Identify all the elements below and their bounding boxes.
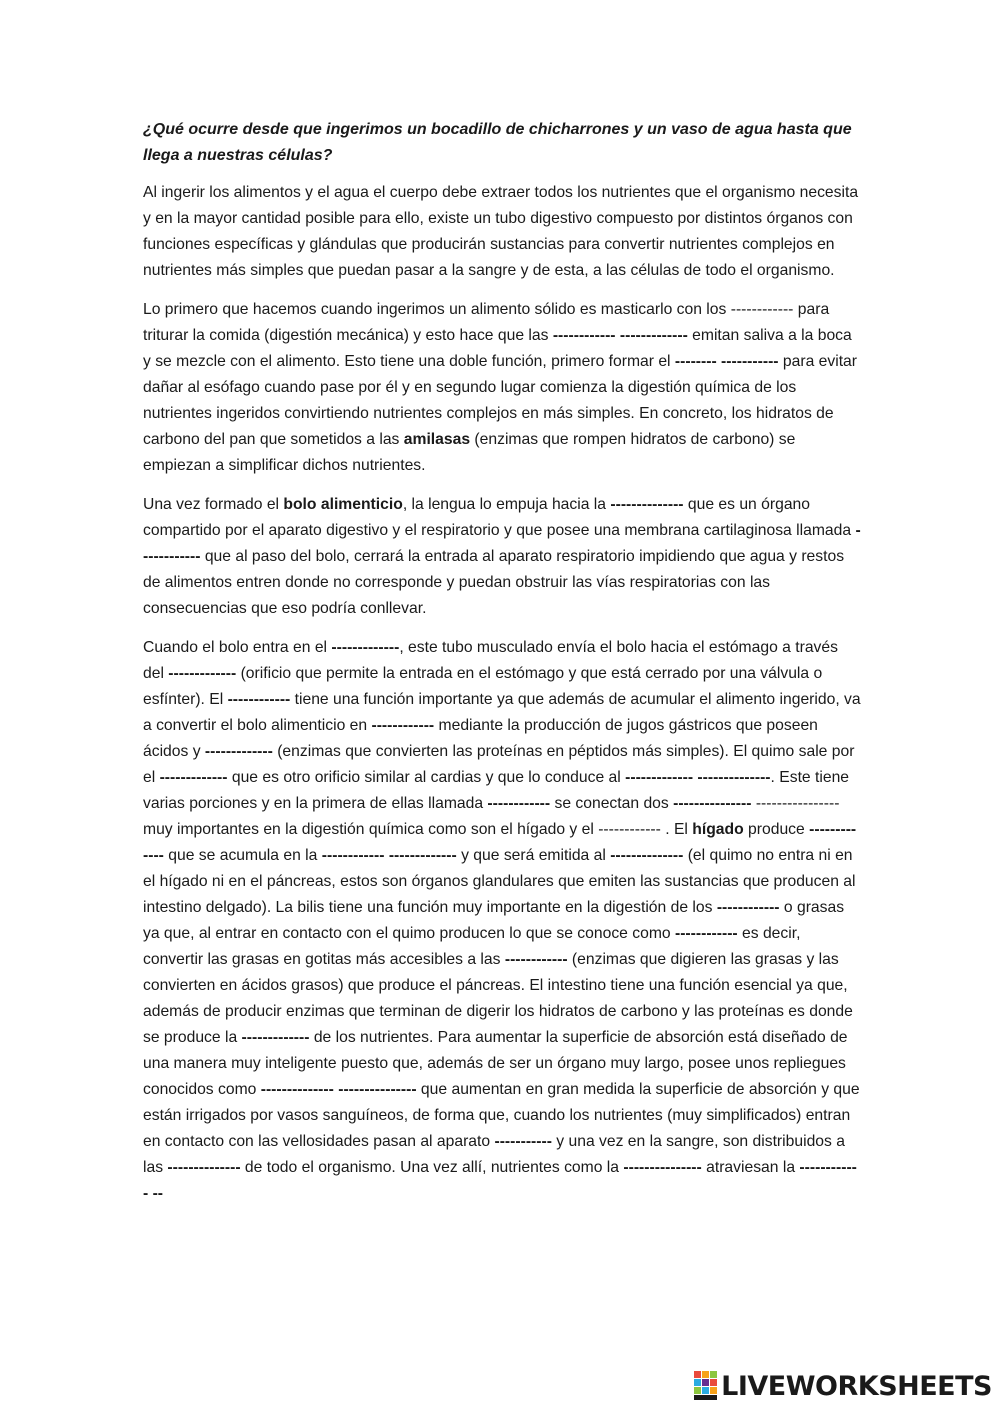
blank-vesicula-biliar[interactable]: ------------ -------------: [321, 847, 457, 864]
blank-duodeno[interactable]: ------------: [487, 795, 551, 812]
blank-celulas[interactable]: --------------: [167, 1159, 241, 1176]
blank-glucosa[interactable]: ---------------: [623, 1159, 702, 1176]
blank-esofago[interactable]: -------------: [331, 639, 400, 656]
blank-emulsion[interactable]: ------------: [674, 925, 738, 942]
blank-membrana-celular[interactable]: ------------ --: [143, 1159, 857, 1202]
text: que es un órgano compartido por el aparato digestivo y el respiratorio y que posee una membrana cartilaginosa llamada: [143, 496, 856, 539]
blank-dientes[interactable]: ------------: [730, 301, 794, 318]
blank-cardias[interactable]: -------------: [168, 665, 237, 682]
text: o grasas ya que, al entrar en contacto con el quimo producen lo que se conoce como: [143, 899, 845, 942]
text: y una vez en la sangre, son distribuidos a las: [143, 1133, 845, 1176]
text: Una vez formado el: [143, 496, 284, 513]
text: se conectan dos: [550, 795, 674, 812]
text: , la lengua lo empuja hacia la: [402, 496, 611, 513]
text: (orificio que permite la entrada en el estómago y que está cerrado por una válvula o esfínter). El: [143, 665, 823, 708]
text: es decir, convertir las grasas en gotitas más accesibles a las: [143, 925, 801, 968]
liveworksheets-logo-icon: [694, 1371, 718, 1401]
blank-duodeno-2[interactable]: --------------: [610, 847, 684, 864]
text: que se acumula en la: [163, 847, 322, 864]
text: de todo el organismo. Una vez allí, nutrientes como la: [240, 1159, 624, 1176]
text: . El: [660, 821, 693, 838]
text: de los nutrientes. Para aumentar la superficie de absorción está diseñado de una manera muy inteligente puesto que, además de ser un órgano muy largo, posee unos repliegues conocidos como: [143, 1029, 848, 1098]
blank-epiglotis[interactable]: ------------: [143, 522, 861, 565]
blank-absorcion[interactable]: -------------: [241, 1029, 310, 1046]
worksheet-body: [143, 117, 861, 1220]
text: emitan saliva a la boca y se mezcle con el alimento. Esto tiene una doble función, primero formar el: [143, 327, 852, 370]
blank-glandulas-salivales[interactable]: ------------ -------------: [552, 327, 688, 344]
text: que es otro orificio similar al cardias y que lo conduce al: [227, 769, 626, 786]
text: Cuando el bolo entra en el: [143, 639, 332, 656]
keyword-amilasas: amilasas: [403, 431, 471, 448]
paragraph-intro: Al ingerir los alimentos y el agua el cuerpo debe extraer todos los nutrientes que el organismo necesita y en la mayor cantidad posible para ello, existe un tubo digestivo compuesto por distintos órganos con funciones específicas y glándulas que producirán sustancias para convertir nutrientes complejos en nutrientes más simples que puedan pasar a la sangre y de esta, a las células de todo el organismo.: [143, 184, 859, 279]
blank-faringe[interactable]: --------------: [610, 496, 684, 513]
paragraph-pharynx: [143, 492, 861, 622]
blank-lipidos[interactable]: ------------: [716, 899, 780, 916]
blank-enzimas[interactable]: -------------: [204, 743, 273, 760]
blank-piloro[interactable]: -------------: [159, 769, 228, 786]
text: atraviesan la: [701, 1159, 800, 1176]
text: (enzimas que digieren las grasas y las convierten en ácidos grasos) que produce el páncreas. El intestino tiene una función esencial ya que, además de producir enzimas que terminan de digerir los hidratos de carbono y las proteínas es donde se produce la: [143, 951, 853, 1046]
paragraph-digestive-tract: [143, 635, 861, 1207]
text: mediante la producción de jugos gástricos que poseen ácidos y: [143, 717, 818, 760]
text: para evitar dañar al esófago cuando pase por él y en segundo lugar comienza la digestión química de los nutrientes ingeridos convirtiendo nutrientes complejos en más simples. En concreto, los hidratos de carbono del pan que sometidos a las: [143, 353, 858, 448]
text: produce: [743, 821, 810, 838]
blank-estomago[interactable]: ------------: [227, 691, 291, 708]
blank-pancreas[interactable]: ------------: [598, 821, 661, 838]
worksheet-question-title: ¿Qué ocurre desde que ingerimos un bocadillo de chicharrones y un vaso de agua hasta que llega a nuestras células?: [143, 121, 852, 164]
text: (el quimo no entra ni en el hígado ni en el páncreas, estos son órganos glandulares que emiten las sustancias que producen al intestino delgado). La bilis tiene una función muy importante en la digestión de los: [143, 847, 856, 916]
blank-bilis[interactable]: -------------: [143, 821, 857, 864]
text: muy importantes en la digestión química como son el hígado y el: [143, 821, 599, 838]
blank-quimo[interactable]: ------------: [371, 717, 435, 734]
text: tiene una función importante ya que además de acumular el alimento ingerido, va a convertir el bolo alimenticio en: [143, 691, 861, 734]
blank-organos[interactable]: ---------------: [673, 795, 752, 812]
keyword-higado: hígado: [692, 821, 744, 838]
blank-bolo-alimenticio[interactable]: -------- -----------: [674, 353, 779, 370]
blank-lipasas[interactable]: ------------: [504, 951, 568, 968]
liveworksheets-logo[interactable]: [694, 1367, 992, 1405]
text: . Este tiene varias porciones y en la primera de ellas llamada: [143, 769, 850, 812]
text: (enzimas que rompen hidratos de carbono) se empiezan a simplificar dichos nutrientes.: [143, 431, 796, 474]
blank-anexos[interactable]: ----------------: [755, 795, 840, 812]
text: que al paso del bolo, cerrará la entrada al aparato respiratorio impidiendo que agua y restos de alimentos entren donde no corresponde y puedan obstruir las vías respiratorias con las consecuencias que eso podría conllevar.: [143, 548, 845, 617]
blank-vellosidades-intestinales[interactable]: -------------- ---------------: [260, 1081, 417, 1098]
text: para triturar la comida (digestión mecánica) y esto hace que las: [143, 301, 830, 344]
text: Lo primero que hacemos cuando ingerimos un alimento sólido es masticarlo con los: [143, 301, 731, 318]
blank-intestino-delgado[interactable]: ------------- --------------: [625, 769, 771, 786]
blank-circulatorio[interactable]: -----------: [494, 1133, 552, 1150]
liveworksheets-logo-text: LIVEWORKSHEETS: [721, 1370, 992, 1402]
text: , este tubo musculado envía el bolo hacia el estómago a través del: [143, 639, 838, 682]
text: que aumentan en gran medida la superficie de absorción y que están irrigados por vasos sanguíneos, de forma que, cuando los nutrientes (muy simplificados) entran en contacto con las vellosidades pasan al aparato: [143, 1081, 860, 1150]
keyword-bolo-alimenticio: bolo alimenticio: [283, 496, 403, 513]
text: (enzimas que convierten las proteínas en péptidos más simples). El quimo sale por el: [143, 743, 855, 786]
text: y que será emitida al: [456, 847, 611, 864]
paragraph-mouth: [143, 297, 861, 479]
